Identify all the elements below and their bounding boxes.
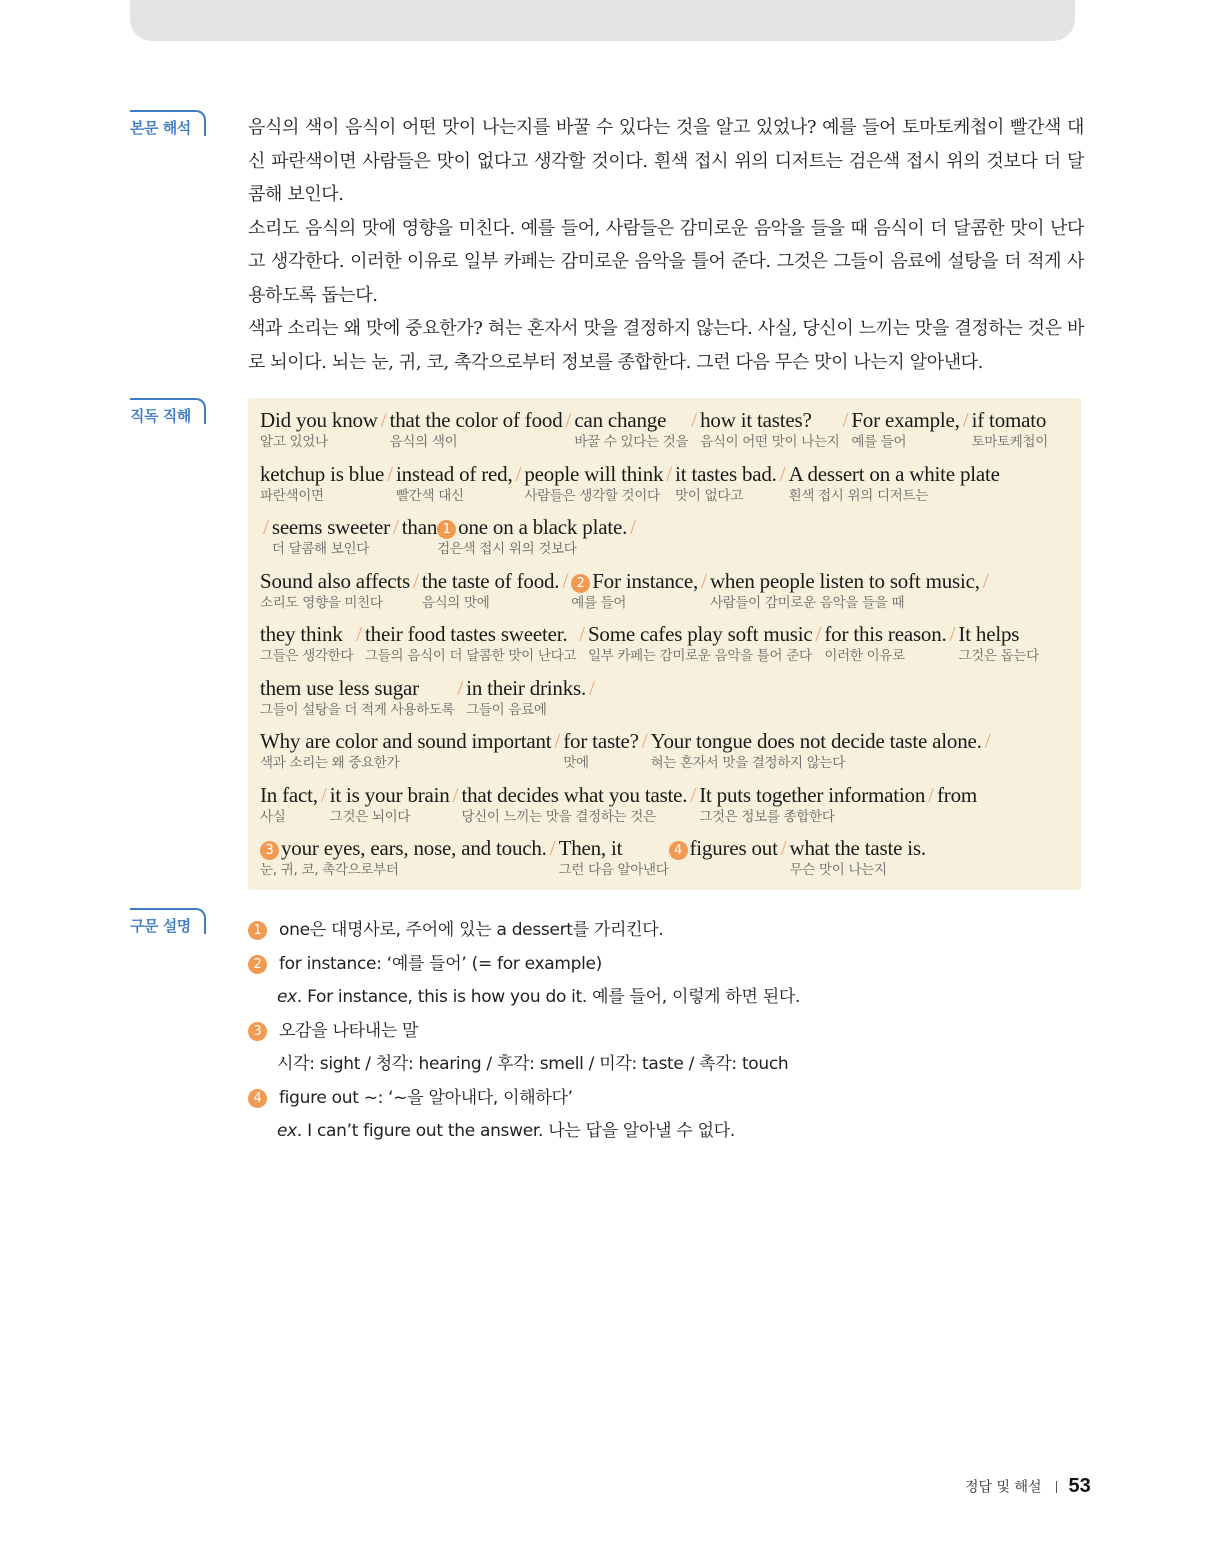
reading-chunk: [402, 515, 437, 558]
note-text: figure out ~: ‘~을 알아내다, 이해하다’: [279, 1087, 573, 1108]
note-marker: 3: [260, 841, 279, 860]
english-text: it is your brain: [329, 783, 450, 807]
reading-chunk: [958, 622, 1038, 665]
korean-gloss: 그것은 정보를 종합한다: [699, 809, 835, 825]
korean-gloss: 더 달콤해 보인다: [271, 541, 370, 557]
chunk-separator: /: [356, 622, 363, 646]
english-text: For example,: [851, 408, 960, 432]
syntax-note: [248, 1115, 1084, 1149]
english-text: It puts together information: [699, 783, 926, 807]
korean-gloss: 그들이 음료에: [466, 702, 547, 718]
chunk-separator: /: [949, 622, 956, 646]
korean-gloss: 흰색 접시 위의 디저트는: [788, 488, 928, 504]
english-text: In fact,: [260, 783, 318, 807]
label-translation: 본문 해석: [130, 110, 206, 136]
english-text: instead of red,: [395, 462, 513, 486]
korean-gloss: [937, 808, 977, 826]
footer-title: 정답 및 해설: [965, 1479, 1042, 1496]
note-text: 시각: sight / 청각: hearing / 후각: smell / 미각: taste / 촉각: touch: [277, 1054, 789, 1074]
syntax-note: [248, 1082, 1084, 1116]
reading-chunk: [422, 569, 560, 612]
note-marker: 1: [437, 520, 456, 539]
english-chunk: [669, 836, 778, 860]
reading-chunk: [260, 569, 410, 612]
chunk-separator: /: [779, 462, 786, 486]
english-text: for taste?: [563, 729, 639, 753]
english-chunk: [260, 729, 551, 753]
chunk-separator: /: [780, 836, 787, 860]
english-chunk: [563, 729, 639, 753]
korean-gloss: 혀는 혼자서 맛을 결정하지 않는다: [650, 755, 845, 771]
reading-chunk: [571, 569, 698, 612]
english-chunk: [390, 408, 563, 432]
english-chunk: [365, 622, 576, 646]
reading-line: [260, 569, 992, 619]
english-text: Some cafes play soft music: [587, 622, 813, 646]
korean-gloss: 그들은 생각한다: [260, 648, 354, 664]
korean-gloss: 토마토케첩이: [971, 434, 1049, 450]
chunk-separator: /: [457, 676, 464, 700]
chunk-separator: /: [263, 515, 269, 539]
reading-chunk: [790, 836, 926, 879]
note-marker: 4: [248, 1089, 267, 1108]
english-chunk: [437, 515, 627, 539]
english-chunk: [524, 462, 663, 486]
reading-chunk: [574, 408, 688, 451]
english-text: ketchup is blue: [260, 462, 385, 486]
chunk-separator: /: [320, 783, 327, 807]
korean-gloss: 맛에: [563, 755, 589, 771]
english-text: how it tastes?: [700, 408, 812, 432]
chunk-separator: /: [452, 783, 459, 807]
chunk-separator: /: [565, 408, 572, 432]
korean-gloss: 그것은 돕는다: [958, 648, 1039, 664]
reading-chunk: [260, 729, 551, 772]
english-text: Why are color and sound important: [260, 729, 552, 753]
english-chunk: [574, 408, 688, 432]
english-chunk: [675, 462, 777, 486]
reading-chunk: [710, 569, 980, 612]
korean-gloss: 바꿀 수 있다는 것을: [574, 434, 689, 450]
reading-line: [260, 462, 1000, 512]
chunk-separator: /: [928, 783, 934, 807]
reading-chunk: [396, 462, 513, 505]
top-banner: [130, 0, 1075, 41]
korean-gloss: 그것은 뇌이다: [329, 809, 411, 825]
reading-chunk: [365, 622, 576, 665]
chunk-separator: /: [984, 729, 991, 753]
note-text: one은 대명사로, 주어에 있는 a dessert를 가리킨다.: [279, 920, 664, 940]
english-text: when people listen to soft music,: [709, 569, 980, 593]
chunk-separator: /: [380, 408, 387, 432]
direct-reading-box: [248, 398, 1081, 890]
english-chunk: [260, 676, 454, 700]
english-text: seems sweeter: [271, 515, 390, 539]
translation-text: [248, 111, 1084, 379]
english-chunk: [272, 515, 390, 539]
reading-chunk: [524, 462, 663, 505]
translation-paragraph-3: 색과 소리는 왜 맛에 중요한가? 혀는 혼자서 맛을 결정하지 않는다. 사실, 당신이 느끼는 맛을 결정하는 것은 바로 뇌이다. 뇌는 눈, 귀, 코, 촉각으로부터 정보를 종합한다. 그런 다음 무슨 맛이 나는지 알아낸다.: [248, 318, 1084, 373]
korean-gloss: 예를 들어: [851, 434, 907, 450]
chunk-separator: /: [690, 783, 697, 807]
chunk-separator: /: [589, 676, 595, 700]
note-text: for instance: ‘예를 들어’ (= for example): [279, 953, 602, 974]
korean-gloss: 색과 소리는 왜 중요한가: [260, 755, 400, 771]
reading-chunk: [272, 515, 390, 558]
english-chunk: [260, 622, 353, 646]
english-chunk: [972, 408, 1048, 432]
korean-gloss: [669, 861, 778, 879]
english-chunk: [260, 462, 384, 486]
chunk-separator: /: [962, 408, 969, 432]
english-text: in their drinks.: [466, 676, 587, 700]
reading-line: [260, 836, 926, 886]
korean-gloss: 빨간색 대신: [395, 488, 464, 504]
note-marker: 4: [669, 841, 688, 860]
korean-gloss: 그런 다음 알아낸다: [558, 862, 669, 878]
syntax-note: [248, 1048, 1084, 1082]
syntax-note: [248, 1015, 1084, 1049]
reading-chunk: [559, 836, 669, 879]
english-text: figures out: [689, 836, 778, 860]
reading-chunk: [437, 515, 627, 558]
chunk-separator: /: [554, 729, 561, 753]
chunk-separator: /: [701, 569, 707, 593]
korean-gloss: 소리도 영향을 미친다: [260, 595, 383, 611]
note-text: . For instance, this is how you do it. 예를 들어, 이렇게 하면 된다.: [296, 987, 801, 1007]
reading-chunk: [851, 408, 959, 451]
syntax-note: [248, 981, 1084, 1015]
translation-paragraph-1: 음식의 색이 음식이 어떤 맛이 나는지를 바꿀 수 있다는 것을 알고 있었나? 예를 들어 토마토케첩이 빨간색 대신 파란색이면 사람들은 맛이 없다고 생각할 것이다. 흰색 접시 위의 디저트는 검은색 접시 위의 것보다 더 달콤해 보인다.: [248, 117, 1084, 205]
chunk-separator: /: [630, 515, 636, 539]
label-direct-reading: 직독 직해: [130, 398, 206, 424]
english-text: Did you know: [260, 408, 378, 432]
reading-chunk: [824, 622, 946, 665]
korean-gloss: 그들이 설탕을 더 적게 사용하도록: [260, 702, 455, 718]
label-syntax: 구문 설명: [130, 908, 206, 934]
english-chunk: [571, 569, 698, 593]
korean-gloss: 예를 들어: [571, 595, 627, 611]
chunk-separator: /: [982, 569, 989, 593]
korean-gloss: 눈, 귀, 코, 촉각으로부터: [260, 862, 399, 878]
english-chunk: [651, 729, 982, 753]
english-text: Then, it: [558, 836, 623, 860]
english-text: Sound also affects: [260, 569, 410, 593]
reading-chunk: [260, 836, 547, 879]
reading-chunk: [675, 462, 777, 505]
reading-line: [260, 676, 598, 726]
english-text: that the color of food: [389, 408, 563, 432]
english-chunk: [824, 622, 946, 646]
english-text: if tomato: [971, 408, 1047, 432]
english-text: For instance,: [592, 569, 699, 593]
english-text: it tastes bad.: [675, 462, 777, 486]
reading-chunk: [669, 836, 778, 879]
chunk-separator: /: [562, 569, 569, 593]
english-chunk: [789, 462, 1000, 486]
english-chunk: [260, 836, 547, 860]
reading-chunk: [789, 462, 1000, 505]
reading-chunk: [699, 783, 925, 826]
note-marker: 2: [571, 574, 590, 593]
reading-line: [260, 408, 1048, 458]
chunk-separator: /: [815, 622, 822, 646]
reading-chunk: [461, 783, 687, 826]
english-text: people will think: [524, 462, 664, 486]
reading-chunk: [260, 622, 353, 665]
reading-chunk: [588, 622, 813, 665]
korean-gloss: 그들의 음식이 더 달콤한 맛이 난다고: [365, 648, 577, 664]
english-text: their food tastes sweeter.: [365, 622, 568, 646]
english-chunk: [260, 783, 318, 807]
footer-divider: [1056, 1481, 1057, 1493]
english-chunk: [790, 836, 926, 860]
korean-gloss: 검은색 접시 위의 것보다: [437, 541, 577, 557]
page-footer: [965, 1475, 1091, 1499]
reading-chunk: [260, 408, 378, 451]
english-text: one on a black plate.: [458, 515, 628, 539]
korean-gloss: 파란색이면: [260, 488, 324, 504]
english-text: It helps: [958, 622, 1020, 646]
english-chunk: [260, 408, 378, 432]
reading-chunk: [937, 783, 977, 826]
reading-chunk: [260, 462, 384, 505]
english-text: what the taste is.: [789, 836, 926, 860]
note-text: . I can’t figure out the answer. 나는 답을 알아낼 수 없다.: [296, 1121, 735, 1141]
english-chunk: [330, 783, 450, 807]
chunk-separator: /: [691, 408, 698, 432]
chunk-separator: /: [842, 408, 849, 432]
chunk-separator: /: [641, 729, 648, 753]
english-text: they think: [260, 622, 343, 646]
reading-line: [260, 729, 994, 779]
korean-gloss: 사실: [260, 809, 286, 825]
english-text: A dessert on a white plate: [788, 462, 1000, 486]
reading-chunk: [260, 783, 318, 826]
translation-paragraph-2: 소리도 음식의 맛에 영향을 미친다. 예를 들어, 사람들은 감미로운 음악을 들을 때 음식이 더 달콤한 맛이 난다고 생각한다. 이러한 이유로 일부 카페는 감미로운 음악을 틀어 준다. 그것은 그들이 음료에 설탕을 더 적게 사용하도록 돕는다.: [248, 217, 1084, 306]
reading-chunk: [563, 729, 639, 772]
english-chunk: [588, 622, 813, 646]
english-text: from: [936, 783, 978, 807]
note-marker: 1: [248, 921, 267, 940]
english-text: the taste of food.: [421, 569, 560, 593]
english-chunk: [402, 515, 437, 539]
reading-chunk: [330, 783, 450, 826]
reading-chunk: [466, 676, 586, 719]
english-text: your eyes, ears, nose, and touch.: [281, 836, 547, 860]
korean-gloss: [402, 540, 437, 558]
chunk-separator: /: [579, 622, 585, 646]
english-chunk: [958, 622, 1038, 646]
korean-gloss: 음식의 맛에: [421, 595, 490, 611]
reading-chunk: [700, 408, 839, 451]
korean-gloss: 당신이 느끼는 맛을 결정하는 것은: [461, 809, 656, 825]
english-chunk: [699, 783, 925, 807]
korean-gloss: 음식의 색이: [389, 434, 458, 450]
english-chunk: [466, 676, 586, 700]
reading-chunk: [972, 408, 1048, 451]
korean-gloss: 일부 카페는 감미로운 음악을 틀어 준다: [587, 648, 812, 664]
english-text: them use less sugar: [260, 676, 419, 700]
korean-gloss: 사람들은 생각할 것이다: [524, 488, 660, 504]
syntax-note: [248, 914, 1084, 948]
english-chunk: [461, 783, 687, 807]
page-number: 53: [1068, 1475, 1091, 1497]
english-text: can change: [574, 408, 667, 432]
note-marker: 3: [248, 1022, 267, 1041]
reading-chunk: [390, 408, 563, 451]
english-text: Your tongue does not decide taste alone.: [650, 729, 982, 753]
korean-gloss: 사람들이 감미로운 음악을 들을 때: [709, 595, 905, 611]
english-chunk: [937, 783, 977, 807]
english-text: for this reason.: [824, 622, 947, 646]
reading-line: [260, 515, 639, 565]
english-chunk: [396, 462, 513, 486]
reading-chunk: [260, 676, 454, 719]
english-chunk: [700, 408, 839, 432]
english-chunk: [851, 408, 959, 432]
chunk-separator: /: [549, 836, 556, 860]
english-text: that decides what you taste.: [461, 783, 688, 807]
english-chunk: [559, 836, 669, 860]
note-marker: 2: [248, 955, 267, 974]
example-tag: ex: [277, 987, 297, 1007]
chunk-separator: /: [387, 462, 393, 486]
chunk-separator: /: [412, 569, 419, 593]
korean-gloss: 무슨 맛이 나는지: [789, 862, 887, 878]
english-chunk: [710, 569, 980, 593]
chunk-separator: /: [392, 515, 399, 539]
reading-line: [260, 783, 977, 833]
korean-gloss: 음식이 어떤 맛이 나는지: [700, 434, 840, 450]
korean-gloss: 이러한 이유로: [824, 648, 905, 664]
english-chunk: [422, 569, 560, 593]
syntax-notes: [248, 914, 1084, 1149]
english-chunk: [260, 569, 410, 593]
reading-chunk: [651, 729, 982, 772]
syntax-note: [248, 948, 1084, 982]
chunk-separator: /: [666, 462, 673, 486]
english-text: than: [401, 515, 438, 539]
chunk-separator: /: [515, 462, 522, 486]
korean-gloss: 알고 있었나: [260, 434, 328, 450]
korean-gloss: 맛이 없다고: [675, 488, 743, 504]
note-text: 오감을 나타내는 말: [279, 1020, 419, 1041]
example-tag: ex: [277, 1121, 297, 1141]
reading-line: [260, 622, 1039, 672]
